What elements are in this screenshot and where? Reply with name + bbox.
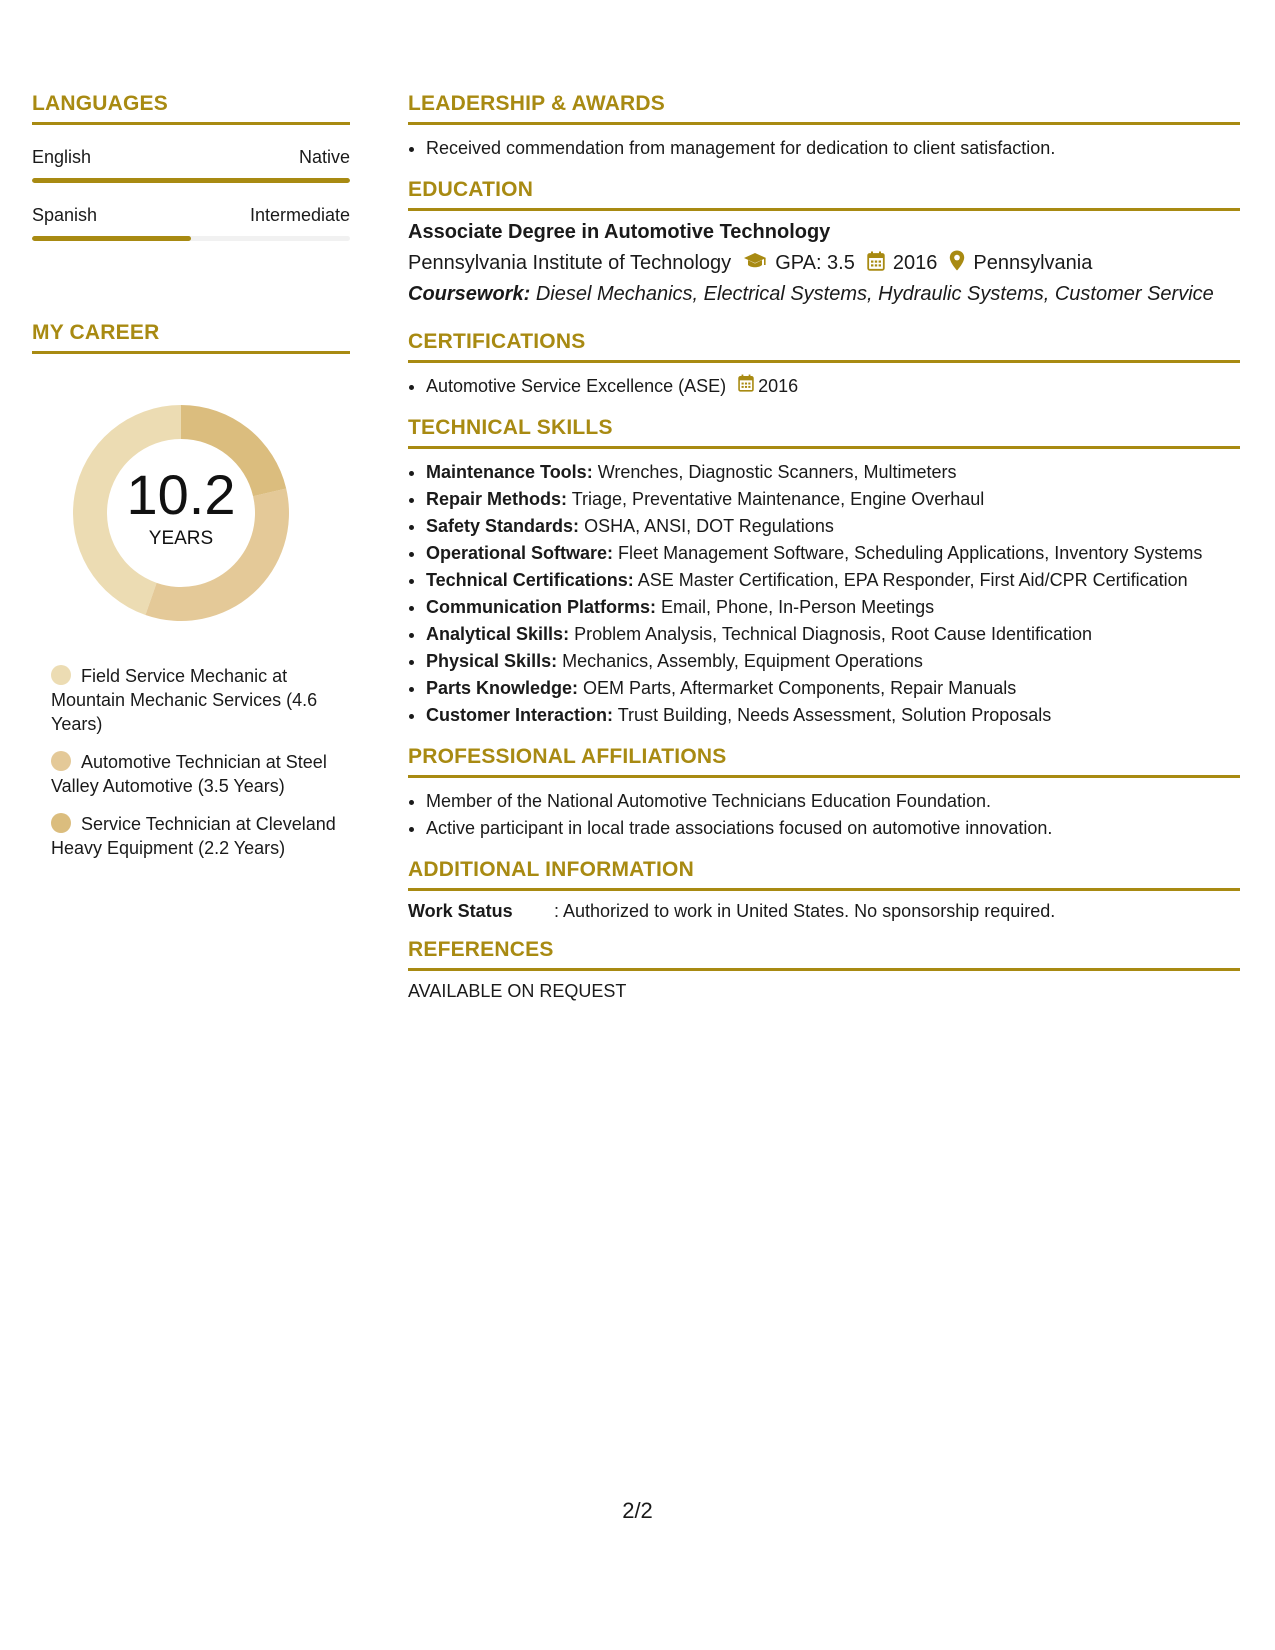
affiliations-title: PROFESSIONAL AFFILIATIONS bbox=[408, 745, 1240, 778]
career-years-unit: YEARS bbox=[148, 528, 214, 549]
education-school: Pennsylvania Institute of Technology bbox=[408, 252, 732, 274]
skill-item bbox=[426, 648, 1240, 675]
references-title: REFERENCES bbox=[408, 938, 1240, 971]
skill-item bbox=[426, 594, 1240, 621]
skill-value: Mechanics, Assembly, Equipment Operations bbox=[562, 651, 923, 671]
skill-item bbox=[426, 513, 1240, 540]
skill-label: Analytical Skills: bbox=[426, 624, 570, 644]
skill-label: Technical Certifications: bbox=[426, 570, 634, 590]
legend-dot bbox=[51, 813, 71, 833]
language-level: Intermediate bbox=[249, 205, 350, 225]
skill-item bbox=[426, 540, 1240, 567]
certification-item bbox=[426, 373, 1240, 400]
certifications-section bbox=[408, 330, 1240, 400]
skill-value: Wrenches, Diagnostic Scanners, Multimeters bbox=[597, 462, 957, 482]
education-location: Pennsylvania bbox=[973, 252, 1093, 274]
career-legend-text: Service Technician at Cleveland Heavy Equipment (2.2 Years) bbox=[51, 814, 336, 858]
additional-section bbox=[408, 858, 1240, 922]
career-legend-item bbox=[51, 750, 350, 798]
language-item-english bbox=[32, 147, 350, 183]
references-section bbox=[408, 938, 1240, 1002]
language-name: English bbox=[32, 147, 92, 167]
calendar-icon bbox=[867, 251, 885, 277]
career-legend-item bbox=[51, 812, 350, 860]
skill-value: Fleet Management Software, Scheduling Applications, Inventory Systems bbox=[618, 543, 1203, 563]
education-year: 2016 bbox=[892, 252, 938, 274]
skill-label: Maintenance Tools: bbox=[426, 462, 593, 482]
references-text: AVAILABLE ON REQUEST bbox=[408, 981, 627, 1001]
skill-item bbox=[426, 567, 1240, 594]
skill-value: OSHA, ANSI, DOT Regulations bbox=[584, 516, 834, 536]
skill-label: Physical Skills: bbox=[426, 651, 558, 671]
calendar-icon bbox=[738, 373, 754, 400]
affiliation-item: • Active participant in local trade associations focused on automotive innovation. bbox=[426, 815, 1240, 842]
languages-title: LANGUAGES bbox=[32, 92, 350, 125]
skill-item bbox=[426, 486, 1240, 513]
career-legend-text: Field Service Mechanic at Mountain Mechanic Services (4.6 Years) bbox=[51, 666, 318, 734]
career-donut-chart bbox=[66, 398, 296, 628]
additional-title: ADDITIONAL INFORMATION bbox=[408, 858, 1240, 891]
skill-item bbox=[426, 702, 1240, 729]
language-bar-fill bbox=[32, 236, 191, 241]
skill-value: ASE Master Certification, EPA Responder, First Aid/CPR Certification bbox=[637, 570, 1188, 590]
affiliation-item: • Member of the National Automotive Technicians Education Foundation. bbox=[426, 788, 1240, 815]
language-name: Spanish bbox=[32, 205, 98, 225]
skill-value: Problem Analysis, Technical Diagnosis, Root Cause Identification bbox=[574, 624, 1093, 644]
leadership-section bbox=[408, 92, 1240, 162]
language-bar bbox=[32, 178, 350, 183]
skill-value: Email, Phone, In-Person Meetings bbox=[661, 597, 935, 617]
skill-value: Triage, Preventative Maintenance, Engine Overhaul bbox=[571, 489, 985, 509]
legend-dot bbox=[51, 751, 71, 771]
skills-list bbox=[408, 459, 1240, 729]
skill-value: Trust Building, Needs Assessment, Solution Proposals bbox=[617, 705, 1052, 725]
language-level: Native bbox=[298, 147, 350, 167]
certifications-title: CERTIFICATIONS bbox=[408, 330, 1240, 363]
work-status-label: Work Status bbox=[408, 901, 513, 921]
work-status-value: : Authorized to work in United States. No sponsorship required. bbox=[554, 901, 1056, 921]
skill-item bbox=[426, 459, 1240, 486]
skill-item bbox=[426, 675, 1240, 702]
career-legend-item bbox=[51, 664, 350, 736]
language-bar bbox=[32, 236, 350, 241]
career-legend bbox=[51, 664, 350, 860]
certification-name: • Automotive Service Excellence (ASE) bbox=[426, 376, 727, 396]
coursework-value: Diesel Mechanics, Electrical Systems, Hydraulic Systems, Customer Service bbox=[535, 283, 1214, 305]
career-legend-text: Automotive Technician at Steel Valley Automotive (3.5 Years) bbox=[51, 752, 327, 796]
skills-section bbox=[408, 416, 1240, 729]
leadership-item: • Received commendation from management for dedication to client satisfaction. bbox=[426, 135, 1240, 162]
education-section bbox=[408, 178, 1240, 306]
skill-label: Communication Platforms: bbox=[426, 597, 657, 617]
skill-label: Parts Knowledge: bbox=[426, 678, 579, 698]
skill-value: OEM Parts, Aftermarket Components, Repair Manuals bbox=[583, 678, 1017, 698]
leadership-title: LEADERSHIP & AWARDS bbox=[408, 92, 1240, 125]
skill-label: Customer Interaction: bbox=[426, 705, 614, 725]
education-coursework bbox=[408, 283, 1240, 306]
coursework-label: Coursework: bbox=[408, 283, 531, 305]
map-pin-icon bbox=[949, 250, 965, 277]
career-total-years: 10.2 bbox=[126, 463, 236, 526]
skill-label: Safety Standards: bbox=[426, 516, 580, 536]
right-column bbox=[408, 92, 1240, 1018]
legend-dot bbox=[51, 665, 71, 685]
certification-year: 2016 bbox=[758, 376, 799, 396]
career-title: MY CAREER bbox=[32, 321, 350, 354]
skills-title: TECHNICAL SKILLS bbox=[408, 416, 1240, 449]
affiliations-section bbox=[408, 745, 1240, 842]
left-column bbox=[32, 92, 350, 874]
language-item-spanish bbox=[32, 205, 350, 241]
language-bar-fill bbox=[32, 178, 350, 183]
page-number: 2/2 bbox=[622, 1498, 653, 1523]
skill-item bbox=[426, 621, 1240, 648]
education-degree: Associate Degree in Automotive Technology bbox=[408, 221, 831, 243]
skill-label: Operational Software: bbox=[426, 543, 614, 563]
education-title: EDUCATION bbox=[408, 178, 1240, 211]
skill-label: Repair Methods: bbox=[426, 489, 568, 509]
education-gpa: GPA: 3.5 bbox=[775, 252, 855, 274]
graduation-cap-icon bbox=[743, 252, 767, 276]
